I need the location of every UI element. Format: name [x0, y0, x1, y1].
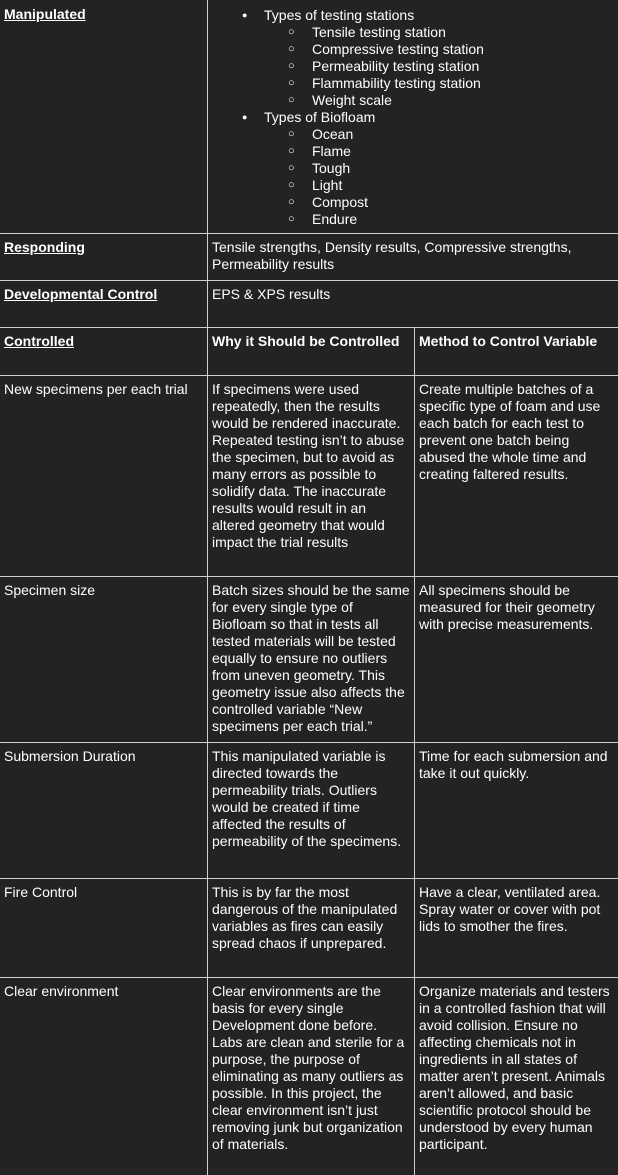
list-item: ○ Flame: [312, 143, 614, 160]
testing-stations-title: Types of testing stations: [264, 7, 415, 23]
method-text: Have a clear, ventilated area. Spray water or cover with pot lids to smother the fires.: [419, 884, 601, 934]
table-divider: [0, 327, 618, 328]
table-divider: [0, 742, 618, 743]
controlled-header-row: [0, 327, 618, 375]
responding-label: Responding: [4, 239, 85, 255]
method-header-cell: [415, 327, 618, 375]
list-item: ○ Compressive testing station: [312, 41, 614, 58]
list-item: ○ Ocean: [312, 126, 614, 143]
column-divider: [414, 327, 415, 1175]
table-divider: [0, 375, 618, 376]
method-text: Organize materials and testers in a controlled fashion that will avoid collision. Ensure no affecting chemicals not in ingredients in all states of matter aren’t present. Animals aren’t allowed, and basic scientific protocol should be understood by every human participant.: [419, 983, 610, 1152]
why-text: This is by far the most dangerous of the manipulated variables as fires can easily spread chaos if unprepared.: [212, 884, 398, 951]
why-column-header: Why it Should be Controlled: [212, 333, 400, 349]
manipulated-label: Manipulated: [4, 6, 86, 22]
manipulated-label-cell: [0, 0, 208, 233]
method-cell: [415, 977, 618, 1175]
list-item: [264, 109, 614, 228]
variable-cell: [0, 742, 208, 878]
testing-stations-list: [264, 24, 614, 109]
method-cell: [415, 375, 618, 576]
why-cell: [208, 742, 415, 878]
method-cell: [415, 742, 618, 878]
method-text: All specimens should be measured for their geometry with precise measurements.: [419, 582, 595, 632]
table-row: [0, 375, 618, 576]
developmental-control-value: EPS & XPS results: [212, 286, 331, 302]
responding-label-cell: [0, 233, 208, 280]
list-item: ○ Permeability testing station: [312, 58, 614, 75]
variable-name: Fire Control: [4, 884, 78, 900]
variable-cell: [0, 375, 208, 576]
table-row: [0, 576, 618, 742]
list-item: ○ Tensile testing station: [312, 24, 614, 41]
why-cell: [208, 576, 415, 742]
list-item: ○ Endure: [312, 211, 614, 228]
manipulated-row: [0, 0, 618, 233]
biofloam-types-list: [264, 126, 614, 228]
responding-row: [0, 233, 618, 280]
list-item: ○ Tough: [312, 160, 614, 177]
why-cell: [208, 878, 415, 977]
table-divider: [0, 878, 618, 879]
why-text: Clear environments are the basis for every single Development done before. Labs are clean and sterile for a purpose, the purpose of eliminating as many outliers as possible. In this project, the clear environment isn’t just removing junk but organization of materials.: [212, 983, 405, 1152]
variable-cell: [0, 878, 208, 977]
table-divider: [0, 233, 618, 234]
responding-value: Tensile strengths, Density results, Compressive strengths, Permeability results: [212, 239, 572, 272]
why-header-cell: [208, 327, 415, 375]
variable-name: Specimen size: [4, 582, 96, 598]
table-divider: [0, 576, 618, 577]
biofloam-types-title: Types of Biofloam: [264, 109, 376, 125]
why-cell: [208, 977, 415, 1175]
method-text: Create multiple batches of a specific type of foam and use each batch for each test to prevent one batch being abused the whole time and creating faltered results.: [419, 381, 601, 482]
controlled-label-cell: [0, 327, 208, 375]
method-cell: [415, 878, 618, 977]
why-text: This manipulated variable is directed towards the permeability trials. Outliers would be created if time affected the results of permeability of the specimens.: [212, 748, 402, 849]
responding-value-cell: [208, 233, 618, 280]
method-cell: [415, 576, 618, 742]
method-text: Time for each submersion and take it out quickly.: [419, 748, 608, 781]
developmental-control-row: [0, 280, 618, 327]
variable-name: Clear environment: [4, 983, 119, 999]
developmental-control-value-cell: [208, 280, 618, 327]
variable-cell: [0, 576, 208, 742]
list-item: [264, 7, 614, 109]
why-text: If specimens were used repeatedly, then the results would be rendered inaccurate. Repeated testing isn’t to abuse the specimen, but to avoid as many errors as possible to solidify data. The inaccurate results would result in an altered geometry that would impact the trial results: [212, 381, 405, 550]
why-text: Batch sizes should be the same for every single type of Biofloam so that in tests all tested materials will be tested equally to ensure no outliers from uneven geometry. This geometry issue also affects the controlled variable “New specimens per each trial.”: [212, 582, 410, 734]
table-divider: [0, 977, 618, 978]
manipulated-list: [212, 7, 614, 228]
list-item: ○ Weight scale: [312, 92, 614, 109]
column-divider: [207, 0, 208, 1175]
variable-cell: [0, 977, 208, 1175]
variable-name: Submersion Duration: [4, 748, 136, 764]
table-row: [0, 742, 618, 878]
table-row: [0, 878, 618, 977]
list-item: ○ Compost: [312, 194, 614, 211]
controlled-label: Controlled: [4, 333, 74, 349]
developmental-control-label-cell: [0, 280, 208, 327]
method-column-header: Method to Control Variable: [419, 333, 598, 349]
manipulated-content-cell: [208, 0, 618, 233]
table-row: [0, 977, 618, 1175]
variable-name: New specimens per each trial: [4, 381, 188, 397]
developmental-control-label: Developmental Control: [4, 286, 158, 302]
list-item: ○ Flammability testing station: [312, 75, 614, 92]
list-item: ○ Light: [312, 177, 614, 194]
why-cell: [208, 375, 415, 576]
table-divider: [0, 280, 618, 281]
